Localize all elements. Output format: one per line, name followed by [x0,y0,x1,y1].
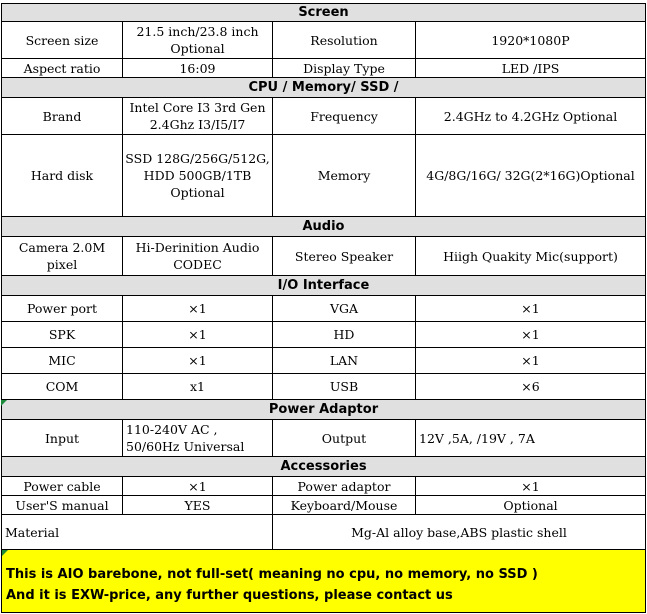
note-line-1: This is AIO barebone, not full-set( meaning no cpu, no memory, no SSD ) [6,567,538,582]
memory-label: Memory [273,135,416,217]
section-audio-row [1,217,646,237]
output-label: Output [273,420,416,457]
stereo-speaker-cell: Stereo Speaker [273,237,416,276]
io-value: x1 [123,374,273,400]
io-label: HD [273,322,416,348]
aspect-ratio-label: Aspect ratio [1,59,123,78]
io-value: ×1 [416,322,646,348]
section-header-io: I/O Interface [1,276,646,296]
frequency-value: 2.4GHz to 4.2GHz Optional [416,98,646,135]
brand-label: Brand [1,98,123,135]
mic-cell: Hiigh Quakity Mic(support) [416,237,646,276]
table-row [1,59,646,78]
disclaimer-note [1,550,646,613]
table-row [1,237,646,276]
comment-marker-icon [2,550,8,556]
display-type-value: LED /IPS [416,59,646,78]
hard-disk-label: Hard disk [1,135,123,217]
screen-size-value: 21.5 inch/23.8 inch Optional [123,22,273,59]
io-value: ×1 [123,348,273,374]
table-row [1,322,646,348]
audio-codec-cell: Hi-Derinition Audio CODEC [123,237,273,276]
table-row [1,348,646,374]
keyboard-mouse-value: Optional [416,496,646,515]
input-value: 110-240V AC , 50/60Hz Universal [123,420,273,457]
section-header-power: Power Adaptor [1,400,646,420]
table-row [1,477,646,496]
section-screen-row [1,3,646,22]
io-value: ×1 [416,296,646,322]
section-header-accessories: Accessories [1,457,646,477]
keyboard-mouse-label: Keyboard/Mouse [273,496,416,515]
section-power-row [1,400,646,420]
table-row [1,515,646,550]
power-cable-label: Power cable [1,477,123,496]
section-header-audio: Audio [1,217,646,237]
section-header-screen: Screen [1,3,646,22]
table-row [1,420,646,457]
power-adaptor-value: ×1 [416,477,646,496]
io-label: SPK [1,322,123,348]
memory-value: 4G/8G/16G/ 32G(2*16G)Optional [416,135,646,217]
io-label: COM [1,374,123,400]
user-manual-label: User'S manual [1,496,123,515]
camera-cell: Camera 2.0M pixel [1,237,123,276]
io-value: ×1 [123,322,273,348]
power-cable-value: ×1 [123,477,273,496]
table-row [1,98,646,135]
brand-value: Intel Core I3 3rd Gen 2.4Ghz I3/I5/I7 [123,98,273,135]
io-label: Power port [1,296,123,322]
table-row [1,22,646,59]
power-adaptor-label: Power adaptor [273,477,416,496]
display-type-label: Display Type [273,59,416,78]
screen-size-label: Screen size [1,22,123,59]
io-value: ×1 [416,348,646,374]
section-header-cpu: CPU / Memory/ SSD / [1,78,646,98]
table-row [1,296,646,322]
resolution-label: Resolution [273,22,416,59]
output-value: 12V ,5A, /19V , 7A [416,420,646,457]
io-label: VGA [273,296,416,322]
comment-marker-icon [1,400,7,406]
io-value: ×6 [416,374,646,400]
io-value: ×1 [123,296,273,322]
table-row [1,496,646,515]
io-label: USB [273,374,416,400]
section-io-row [1,276,646,296]
table-row [1,135,646,217]
resolution-value: 1920*1080P [416,22,646,59]
section-cpu-row [1,78,646,98]
hard-disk-value: SSD 128G/256G/512G, HDD 500GB/1TB Optional [123,135,273,217]
table-row [1,374,646,400]
io-label: LAN [273,348,416,374]
aspect-ratio-value: 16:09 [123,59,273,78]
io-label: MIC [1,348,123,374]
user-manual-value: YES [123,496,273,515]
frequency-label: Frequency [273,98,416,135]
note-line-2: And it is EXW-price, any further questions, please contact us [6,588,453,603]
section-accessories-row [1,457,646,477]
material-label: Material [1,515,273,550]
input-label: Input [1,420,123,457]
material-value: Mg-Al alloy base,ABS plastic shell [273,515,646,550]
